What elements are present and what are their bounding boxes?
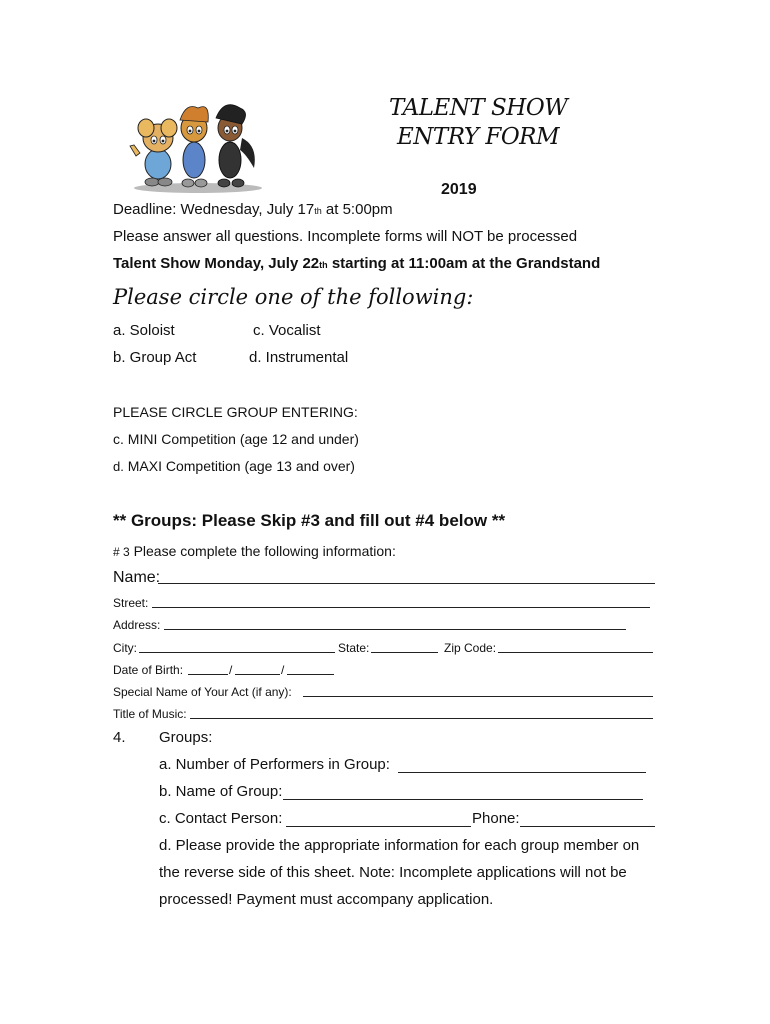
option-mini-competition[interactable]: c. MINI Competition (age 12 and under) [113,431,359,447]
section-3-title: Please complete the following information: [129,543,396,559]
option-group-act[interactable]: b. Group Act [113,349,197,366]
street-label: Street: [113,596,149,610]
dob-label: Date of Birth: [113,663,184,677]
form-title-line-1: TALENT SHOW [389,95,568,121]
state-label: State: [338,641,370,655]
section-3-number: # 3 [113,545,130,559]
performers-count-label: a. Number of Performers in Group: [159,756,390,773]
groups-skip-note: ** Groups: Please Skip #3 and fill out #4 below ** [113,511,506,530]
state-field[interactable] [371,652,438,653]
form-year: 2019 [441,181,477,198]
zip-code-field[interactable] [498,652,653,653]
dob-separator-2: / [281,663,285,677]
section-3-heading [113,542,396,560]
section-4-heading: Groups: [159,729,213,746]
deadline-text-main: Deadline: Wednesday, July 17 [113,201,315,218]
deadline-text-time: at 5:00pm [321,201,393,218]
option-maxi-competition[interactable] [113,457,355,475]
deadline-ordinal: th [314,206,322,216]
performers-count-field[interactable] [398,772,646,773]
dob-month-field[interactable] [188,674,228,675]
group-entering-heading: PLEASE CIRCLE GROUP ENTERING: [113,404,358,420]
dob-day-field[interactable] [235,674,280,675]
address-field[interactable] [164,629,626,630]
show-date-ordinal: th [319,260,328,270]
circle-one-heading: Please circle one of the following: [113,285,474,309]
city-label: City: [113,641,137,655]
street-field[interactable] [152,607,650,608]
form-title-line-2: ENTRY FORM [397,124,560,150]
name-field[interactable] [158,583,655,584]
phone-field[interactable] [520,826,655,827]
show-date-time: starting at 11:00am at the Grandstand [327,255,601,272]
section-4-number: 4. [113,729,126,746]
act-name-label: Special Name of Your Act (if any): [113,685,292,699]
instructions-line-1: d. Please provide the appropriate information for each group member on [159,837,640,854]
maxi-prefix: d. [113,459,124,474]
option-vocalist[interactable]: c. Vocalist [253,322,321,339]
zip-code-label: Zip Code: [444,641,497,655]
contact-person-label: c. Contact Person: [159,810,283,827]
name-label: Name: [113,569,161,586]
show-date-main: Talent Show Monday, July 22 [113,255,320,272]
show-date-notice [113,255,600,274]
option-instrumental[interactable]: d. Instrumental [249,349,349,366]
answer-all-notice: Please answer all questions. Incomplete forms will NOT be processed [113,228,578,245]
group-name-field[interactable] [283,799,643,800]
title-of-music-field[interactable] [190,718,653,719]
instructions-line-3: processed! Payment must accompany application. [159,891,494,908]
dob-separator-1: / [229,663,233,677]
address-label: Address: [113,618,161,632]
contact-person-field[interactable] [286,826,471,827]
cartoon-chipmunks-illustration [128,98,266,194]
phone-label: Phone: [472,810,520,827]
group-name-label: b. Name of Group: [159,783,283,800]
dob-year-field[interactable] [287,674,334,675]
city-field[interactable] [139,652,335,653]
act-name-field[interactable] [303,696,653,697]
title-of-music-label: Title of Music: [113,707,187,721]
maxi-label: MAXI Competition (age 13 and over) [123,458,355,474]
instructions-line-2: the reverse side of this sheet. Note: Incomplete applications will not be [159,864,627,881]
option-soloist[interactable]: a. Soloist [113,322,175,339]
deadline-text [113,201,393,220]
